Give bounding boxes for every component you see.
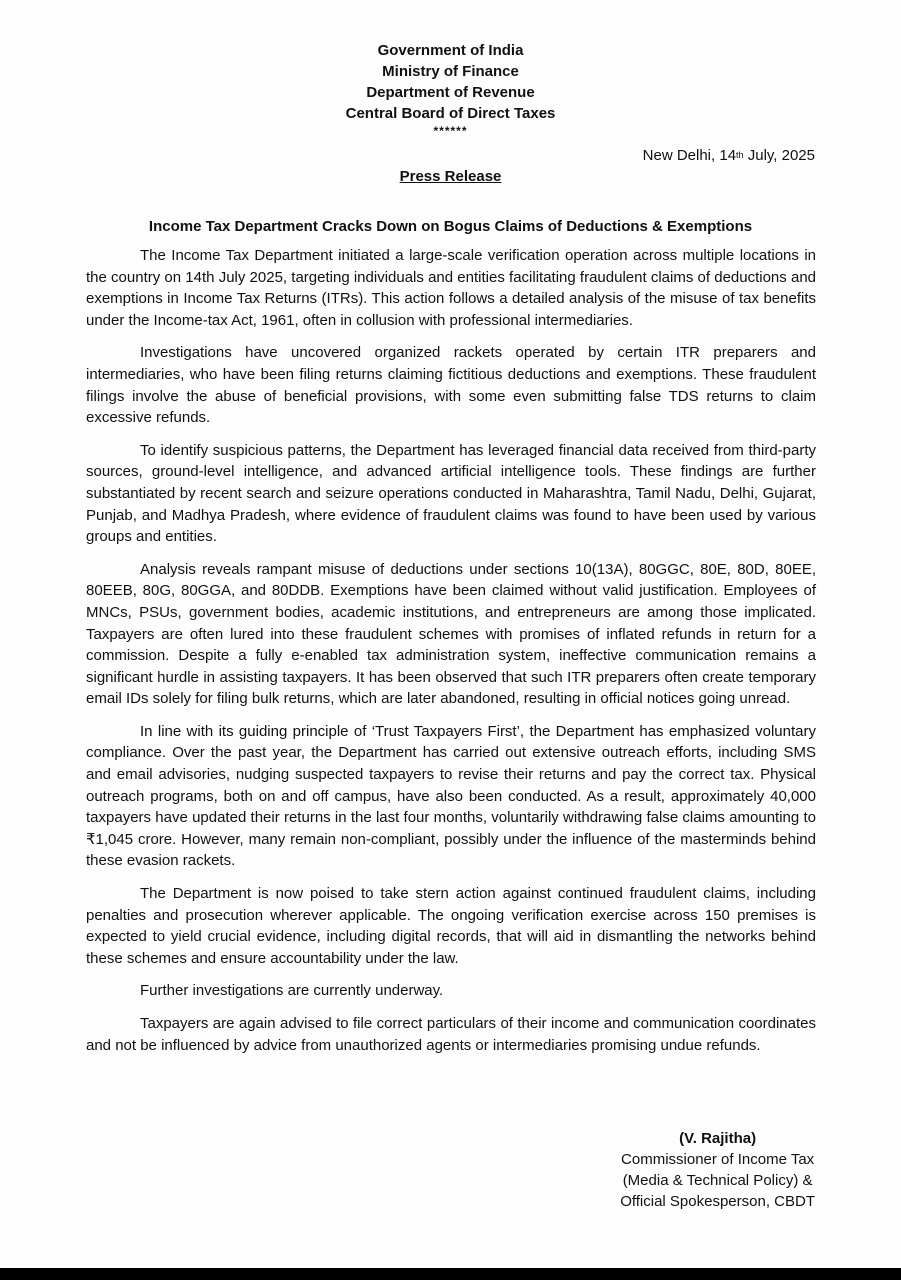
signatory-title: Commissioner of Income Tax — [621, 1151, 815, 1168]
paragraph: The Income Tax Department initiated a large-scale verification operation across multiple locations in the country on 14th July 2025, targeting individuals and entities facilitating fraudulent claims of deductions and exemptions in Income Tax Returns (ITRs). This action follows a detailed analysis of the misuse of tax benefits under the Income-tax Act, 1961, often in collusion with professional intermediaries. — [86, 247, 816, 329]
header-department: Department of Revenue — [366, 84, 535, 101]
signatory-title: Official Spokesperson, CBDT — [620, 1193, 815, 1210]
paragraph: Taxpayers are again advised to file correct particulars of their income and communication coordinates and not be influenced by advice from unauthorized agents or intermediaries promising undue refunds. — [86, 1015, 816, 1054]
body-text — [86, 245, 816, 1067]
signatory-title: (Media & Technical Policy) & — [622, 1172, 813, 1189]
signatory-name: (V. Rajitha) — [679, 1130, 757, 1147]
paragraph: Analysis reveals rampant misuse of deductions under sections 10(13A), 80GGC, 80E, 80D, 80EE, 80EEB, 80G, 80GGA, and 80DDB. Exemptions have been claimed without valid justification. Employees of MNCs, PSUs, government bodies, academic institutions, and entrepreneurs are among those implicated. Taxpayers are often lured into these fraudulent schemes with promises of inflated refunds in return for a commission. Despite a fully e-enabled tax administration system, ineffective communication remains a significant hurdle in assisting taxpayers. It has been observed that such ITR preparers often create temporary email IDs solely for filing bulk returns, which are later abandoned, resulting in official notices going unread. — [86, 560, 816, 708]
paragraph: Investigations have uncovered organized rackets operated by certain ITR preparers and intermediaries, who have been filing returns claiming fictitious deductions and exemptions. These fraudulent filings involve the abuse of beneficial provisions, with some even submitting false TDS returns to claim excessive refunds. — [86, 344, 816, 427]
place-date — [643, 146, 815, 166]
paragraph: To identify suspicious patterns, the Department has leveraged financial data received from third-party sources, ground-level intelligence, and advanced artificial intelligence tools. These findings are further substantiated by recent search and seizure operations conducted in Maharashtra, Tamil Nadu, Delhi, Gujarat, Punjab, and Madhya Pradesh, where evidence of fraudulent claims was found to have been used by various groups and entities. — [86, 441, 816, 546]
signature-block — [620, 1128, 815, 1212]
place-date-prefix: New Delhi, 14 — [642, 147, 737, 164]
headline: Income Tax Department Cracks Down on Bogus Claims of Deductions & Exemptions — [148, 218, 753, 235]
place-date-ordinal: th — [736, 150, 744, 160]
press-release-label: Press Release — [399, 168, 502, 185]
paragraph: Further investigations are currently underway. — [140, 982, 444, 1000]
header-separator-stars: ****** — [433, 124, 468, 138]
header-ministry: Ministry of Finance — [382, 63, 519, 80]
paragraph: The Department is now poised to take stern action against continued fraudulent claims, including penalties and prosecution wherever applicable. The ongoing verification exercise across 150 premises is expected to yield crucial evidence, including digital records, that will aid in dismantling the networks behind these schemes and ensure accountability under the law. — [86, 885, 816, 967]
header-government: Government of India — [377, 42, 524, 59]
letterhead — [0, 40, 901, 138]
place-date-suffix: July, 2025 — [743, 147, 815, 164]
header-board: Central Board of Direct Taxes — [345, 105, 556, 122]
bottom-border — [0, 1268, 901, 1280]
paragraph: In line with its guiding principle of ‘Trust Taxpayers First’, the Department has emphasized voluntary compliance. Over the past year, the Department has carried out extensive outreach efforts, including SMS and email advisories, nudging suspected taxpayers to revise their returns and pay the correct tax. Physical outreach programs, both on and off campus, have also been conducted. As a result, approximately 40,000 taxpayers have updated their returns in the last four months, voluntarily withdrawing false claims amounting to ₹1,045 crore. However, many remain non-compliant, possibly under the influence of the masterminds behind these evasion rackets. — [86, 722, 816, 870]
